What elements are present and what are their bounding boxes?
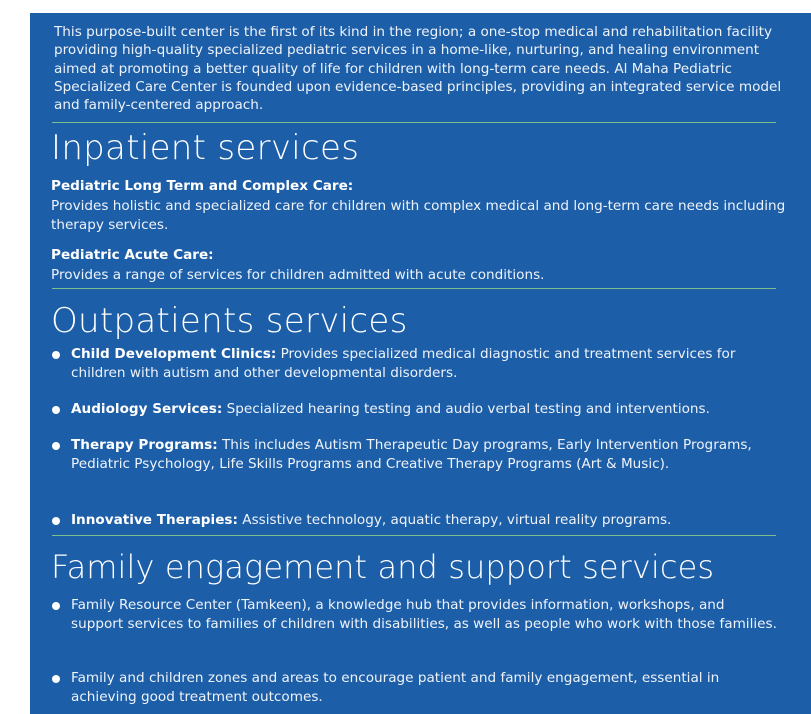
divider-outpatient (52, 288, 776, 289)
service-term: Therapy Programs: (71, 437, 218, 453)
outpatient-list-item (51, 511, 781, 530)
inpatient-item-desc: Provides a range of services for children admitted with acute conditions. (51, 267, 545, 283)
bullet-icon (52, 602, 60, 610)
service-desc: This includes Autism Therapeutic Day programs, Early Intervention Programs, Pediatric Psychology, Life Skills Programs and Creative Therapy Programs (Art & Music). (71, 437, 752, 472)
inpatient-item-title: Pediatric Acute Care: (51, 247, 214, 263)
family-item-text: Family Resource Center (Tamkeen), a knowledge hub that provides information, workshops, and support services to families of children with disabilities, as well as people who work with those families. (71, 597, 777, 632)
bullet-icon (52, 406, 60, 414)
outpatient-heading: Outpatients services (51, 301, 408, 341)
bullet-icon (52, 675, 60, 683)
family-list-item (51, 596, 781, 634)
service-term: Child Development Clinics: (71, 346, 277, 362)
bullet-icon (52, 517, 60, 525)
intro-paragraph: This purpose-built center is the first of its kind in the region; a one-stop medical and rehabilitation facility providing high-quality specialized pediatric services in a home-like, nurturing, and healing environment aimed at promoting a better quality of life for children with long-term care needs. Al Maha Pediatric Specialized Care Center is founded upon evidence-based principles, providing an integrated service model and family-centered approach. (54, 24, 782, 114)
service-term: Audiology Services: (71, 401, 223, 417)
inpatient-heading: Inpatient services (51, 128, 360, 168)
family-item-text: Family and children zones and areas to encourage patient and family engagement, essential in achieving good treatment outcomes. (71, 670, 720, 705)
content-panel (30, 13, 811, 714)
bullet-icon (52, 442, 60, 450)
inpatient-item-title: Pediatric Long Term and Complex Care: (51, 178, 354, 194)
outpatient-list-item (51, 345, 781, 383)
outpatient-list-item (51, 436, 781, 474)
outpatient-list-item (51, 400, 781, 419)
service-term: Innovative Therapies: (71, 512, 238, 528)
inpatient-item-desc: Provides holistic and specialized care for children with complex medical and long-term care needs including therapy services. (51, 198, 786, 233)
bullet-icon (52, 351, 60, 359)
service-desc: Specialized hearing testing and audio verbal testing and interventions. (222, 401, 710, 417)
family-heading: Family engagement and support services (51, 548, 715, 586)
family-list-item (51, 669, 781, 707)
divider-family (52, 535, 776, 536)
service-desc: Assistive technology, aquatic therapy, virtual reality programs. (237, 512, 672, 528)
divider-inpatient (52, 122, 776, 123)
service-desc: Provides specialized medical diagnostic and treatment services for children with autism and other developmental disorders. (71, 346, 736, 381)
